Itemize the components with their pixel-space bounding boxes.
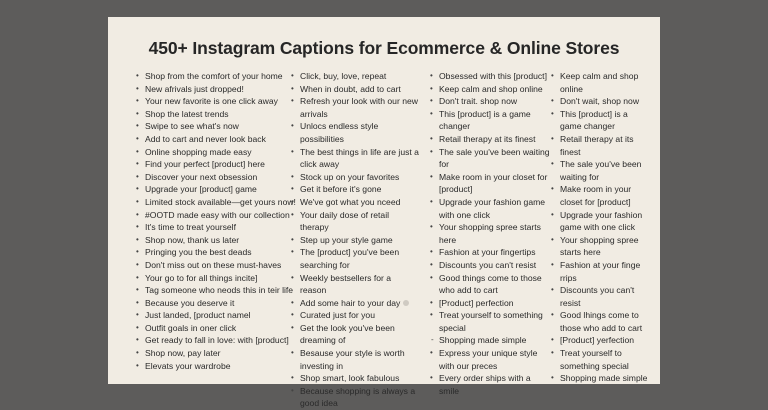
list-item: • Treat yourself to something special [551,347,649,372]
caption-column-4 [551,70,649,385]
list-item: • The [product] you've been searching for [291,246,419,271]
list-item: • Add to cart and never look back [136,133,311,146]
list-item: • Your shopping spree starts here [430,221,552,246]
list-item: • Besause your style is worth investing in [291,347,419,372]
list-item: • Shop smart, look fabulous [291,372,419,385]
list-item: • Obsessed with this [product] [430,70,552,83]
list-item: • Upgrade your [product] game [136,183,311,196]
list-item: • This [product] is a game changer [551,108,649,133]
list-item: • Refresh your look with our new arrivals [291,95,419,120]
list-item: • Because you deserve it [136,297,311,310]
list-item: • Because shopping is always a good idea [291,385,419,410]
list-item: • Upgrade your fashion game with one click [430,196,552,221]
list-item: • Stock up on your favorites [291,171,419,184]
list-item: • #OOTD made easy with our collection [136,209,311,222]
list-item: • Fashion at your fingertips [430,246,552,259]
list-item: • Shop the latest trends [136,108,311,121]
list-item: • Swipe to see what's now [136,120,311,133]
list-item: • [Product] perfection [430,297,552,310]
list-item: • Get it before it's gone [291,183,419,196]
list-item: • Upgrade your fashion game with one click [551,209,649,234]
list-item-text: Add some hair to your day [300,297,401,308]
list-item: • Your daily dose of retail therapy [291,209,419,234]
list-item: • Click, buy, love, repeat [291,70,419,83]
list-item: • Tag someone who neods this in teir life [136,284,311,297]
list-item: • Don't trait. shop now [430,95,552,108]
list-item: • Don't miss out on these must-haves [136,259,311,272]
list-item: • Every order ships with a smile [430,372,552,397]
list-item: • [Product] yerfection [551,334,649,347]
list-item: • Shop from the comfort of your home [136,70,311,83]
list-item: • Retail therapy at its finest [551,133,649,158]
list-item: • Shop now, thank us later [136,234,311,247]
caption-column-2 [291,70,419,410]
list-item: • Step up your style game [291,234,419,247]
list-item: • The sale you've been waiting for [551,158,649,183]
list-item: • It's time to treat yourself [136,221,311,234]
list-item: • Make room in your closet for [product] [551,183,649,208]
list-item: • Get the look you've been dreaming of [291,322,419,347]
list-item [291,297,419,310]
list-item: • Good lhings come to those who add to cart [551,309,649,334]
list-item: • Get ready to fall in love: with [product] [136,334,311,347]
list-item: • Curated just for you [291,309,419,322]
list-item: • When in doubt, add to cart [291,83,419,96]
list-item: • Pringing you the best deads [136,246,311,259]
list-item: • Weekly bestsellers for a reason [291,272,419,297]
list-item: • The sale you've been waiting for [430,146,552,171]
list-item: • Your shopping spree starts here [551,234,649,259]
list-item: • Good things come to those who add to cart [430,272,552,297]
list-item: • Your new favorite is one click away [136,95,311,108]
list-item: • We've got what you nceed [291,196,419,209]
list-item: • Retail therapy at its finest [430,133,552,146]
caption-column-1 [136,70,311,372]
list-item: • Find your perfect [product] here [136,158,311,171]
list-item: • Online shopping made easy [136,146,311,159]
list-item: • Discounts you can't resist [551,284,649,309]
list-item: • Treat yourself to something special [430,309,552,334]
list-item: • Don't wait, shop now [551,95,649,108]
list-item: • Express your unique style with our preces [430,347,552,372]
list-item: • The best things in life are just a click away [291,146,419,171]
list-item: • This [product] is a game changer [430,108,552,133]
list-item: • Keep calm and shop online [430,83,552,96]
list-item: • Shopping made simple [551,372,649,385]
list-item: • Your go to for all things incite] [136,272,311,285]
list-item: • Fashion at your finge rrips [551,259,649,284]
captions-card [108,17,660,409]
list-item: • Discounts you can't resist [430,259,552,272]
list-item: • Keep calm and shop online [551,70,649,95]
list-item: • New afrivals just dropped! [136,83,311,96]
list-item: • Unlocs endless style possibilities [291,120,419,145]
list-item: - Shopping made simple [430,334,552,347]
list-item: • Limited stock available—get yours now! [136,196,311,209]
list-item: • Just landed, [product namel [136,309,311,322]
list-item: • Discover your next obsession [136,171,311,184]
list-item: • Elevats your wardrobe [136,360,311,373]
dot-icon [403,300,409,306]
list-item: • Make room in your closet for [product] [430,171,552,196]
page-title: 450+ Instagram Captions for Ecommerce & Online Stores [148,38,620,58]
caption-column-3 [430,70,552,397]
list-item: • Outfit goals in oner click [136,322,311,335]
list-item: • Shop now, pay later [136,347,311,360]
